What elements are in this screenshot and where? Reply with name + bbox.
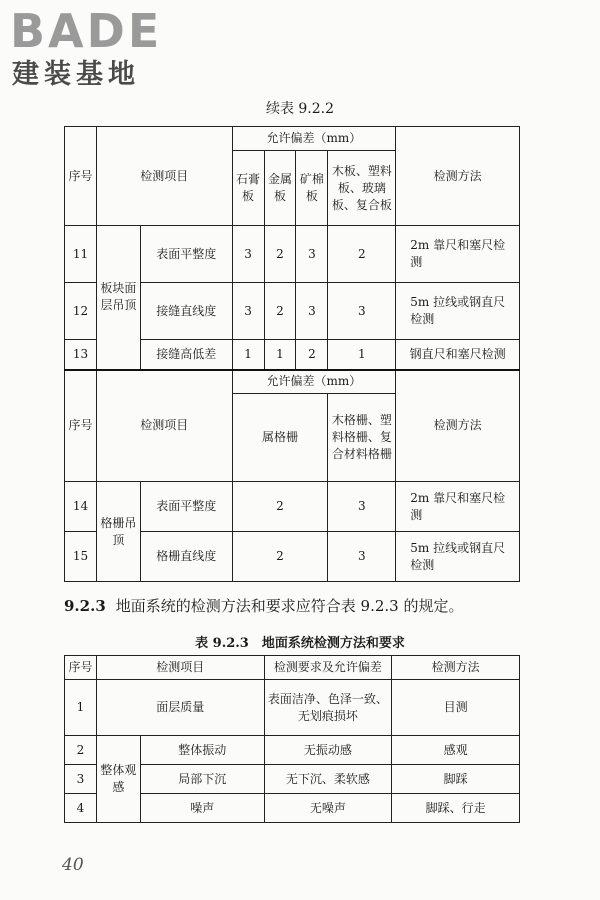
header-item: 检测项目 xyxy=(96,127,232,226)
row-v4: 3 xyxy=(328,283,396,340)
row-requirement: 无噪声 xyxy=(264,794,392,823)
row-method: 5m 拉线或钢直尺检测 xyxy=(396,283,520,340)
table-caption-floor: 表 9.2.3 地面系统检测方法和要求 xyxy=(195,636,405,651)
header-mineral: 矿棉板 xyxy=(296,151,328,226)
header-gypsum: 石膏板 xyxy=(232,151,264,226)
row-item: 面层质量 xyxy=(96,680,264,736)
table-row xyxy=(65,482,520,532)
header-metal-grid: 属格栅 xyxy=(232,394,328,482)
row-no: 12 xyxy=(65,283,97,340)
table-row xyxy=(65,680,520,736)
header-deviation-2: 允许偏差（mm） xyxy=(232,370,396,394)
row-item: 格栅直线度 xyxy=(140,532,232,582)
row-v1: 2 xyxy=(232,482,328,532)
row-v1: 3 xyxy=(232,283,264,340)
row-item: 表面平整度 xyxy=(140,482,232,532)
row-v3: 3 xyxy=(296,283,328,340)
row-requirement: 无振动感 xyxy=(264,736,392,765)
row-method: 2m 靠尺和塞尺检测 xyxy=(396,482,520,532)
row-v2: 2 xyxy=(264,283,296,340)
header-metal: 金属板 xyxy=(264,151,296,226)
row-item: 整体振动 xyxy=(140,736,264,765)
row-v4: 2 xyxy=(328,226,396,283)
row-no: 13 xyxy=(65,340,97,370)
row-method: 目测 xyxy=(392,680,520,736)
row-no: 4 xyxy=(65,794,97,823)
header-method: 检测方法 xyxy=(396,127,520,226)
row-requirement: 表面洁净、色泽一致、无划痕损坏 xyxy=(264,680,392,736)
group-grid-ceiling: 格栅吊顶 xyxy=(96,482,140,582)
row-method: 5m 拉线或钢直尺检测 xyxy=(396,532,520,582)
header-wood: 木板、塑料板、玻璃板、复合板 xyxy=(328,151,396,226)
row-item: 表面平整度 xyxy=(140,226,232,283)
header-method: 检测方法 xyxy=(392,656,520,680)
header-wood-grid: 木格栅、塑料格栅、复合材料格栅 xyxy=(328,394,396,482)
header-requirement: 检测要求及允许偏差 xyxy=(264,656,392,680)
row-method: 钢直尺和塞尺检测 xyxy=(396,340,520,370)
row-method: 脚踩、行走 xyxy=(392,794,520,823)
group-panel-ceiling: 板块面层吊顶 xyxy=(96,226,140,370)
row-no: 3 xyxy=(65,765,97,794)
row-v1: 1 xyxy=(232,340,264,370)
header-item-2: 检测项目 xyxy=(96,370,232,482)
row-v1: 2 xyxy=(232,532,328,582)
floor-inspection-table xyxy=(64,655,520,823)
row-no: 14 xyxy=(65,482,97,532)
row-no: 11 xyxy=(65,226,97,283)
group-overall-feel: 整体观感 xyxy=(96,736,140,823)
row-item: 接缝高低差 xyxy=(140,340,232,370)
row-requirement: 无下沉、柔软感 xyxy=(264,765,392,794)
table-row xyxy=(65,226,520,283)
row-v1: 3 xyxy=(232,226,264,283)
row-v4: 1 xyxy=(328,340,396,370)
row-v3: 3 xyxy=(296,226,328,283)
header-method-2: 检测方法 xyxy=(396,370,520,482)
row-v2: 3 xyxy=(328,482,396,532)
row-item: 接缝直线度 xyxy=(140,283,232,340)
row-no: 1 xyxy=(65,680,97,736)
row-v2: 2 xyxy=(264,226,296,283)
header-item: 检测项目 xyxy=(96,656,264,680)
ceiling-tolerance-table xyxy=(64,126,520,582)
row-method: 感观 xyxy=(392,736,520,765)
row-method: 脚踩 xyxy=(392,765,520,794)
header-no-2: 序号 xyxy=(65,370,97,482)
header-deviation: 允许偏差（mm） xyxy=(232,127,396,151)
bade-logo xyxy=(10,6,180,92)
page-number: 40 xyxy=(62,855,84,875)
row-item: 局部下沉 xyxy=(140,765,264,794)
row-v3: 2 xyxy=(296,340,328,370)
table-row xyxy=(65,736,520,765)
logo-wordmark: BADE xyxy=(10,4,163,58)
logo-subtitle: 建装基地 xyxy=(12,59,140,90)
row-no: 15 xyxy=(65,532,97,582)
header-no: 序号 xyxy=(65,127,97,226)
section-number: 9.2.3 xyxy=(64,597,106,615)
row-item: 噪声 xyxy=(140,794,264,823)
row-v2: 3 xyxy=(328,532,396,582)
row-method: 2m 靠尺和塞尺检测 xyxy=(396,226,520,283)
row-v2: 1 xyxy=(264,340,296,370)
table-caption-continued: 续表 9.2.2 xyxy=(265,101,335,117)
section-heading xyxy=(64,595,463,616)
header-no: 序号 xyxy=(65,656,97,680)
row-no: 2 xyxy=(65,736,97,765)
section-text: 地面系统的检测方法和要求应符合表 9.2.3 的规定。 xyxy=(115,597,464,615)
